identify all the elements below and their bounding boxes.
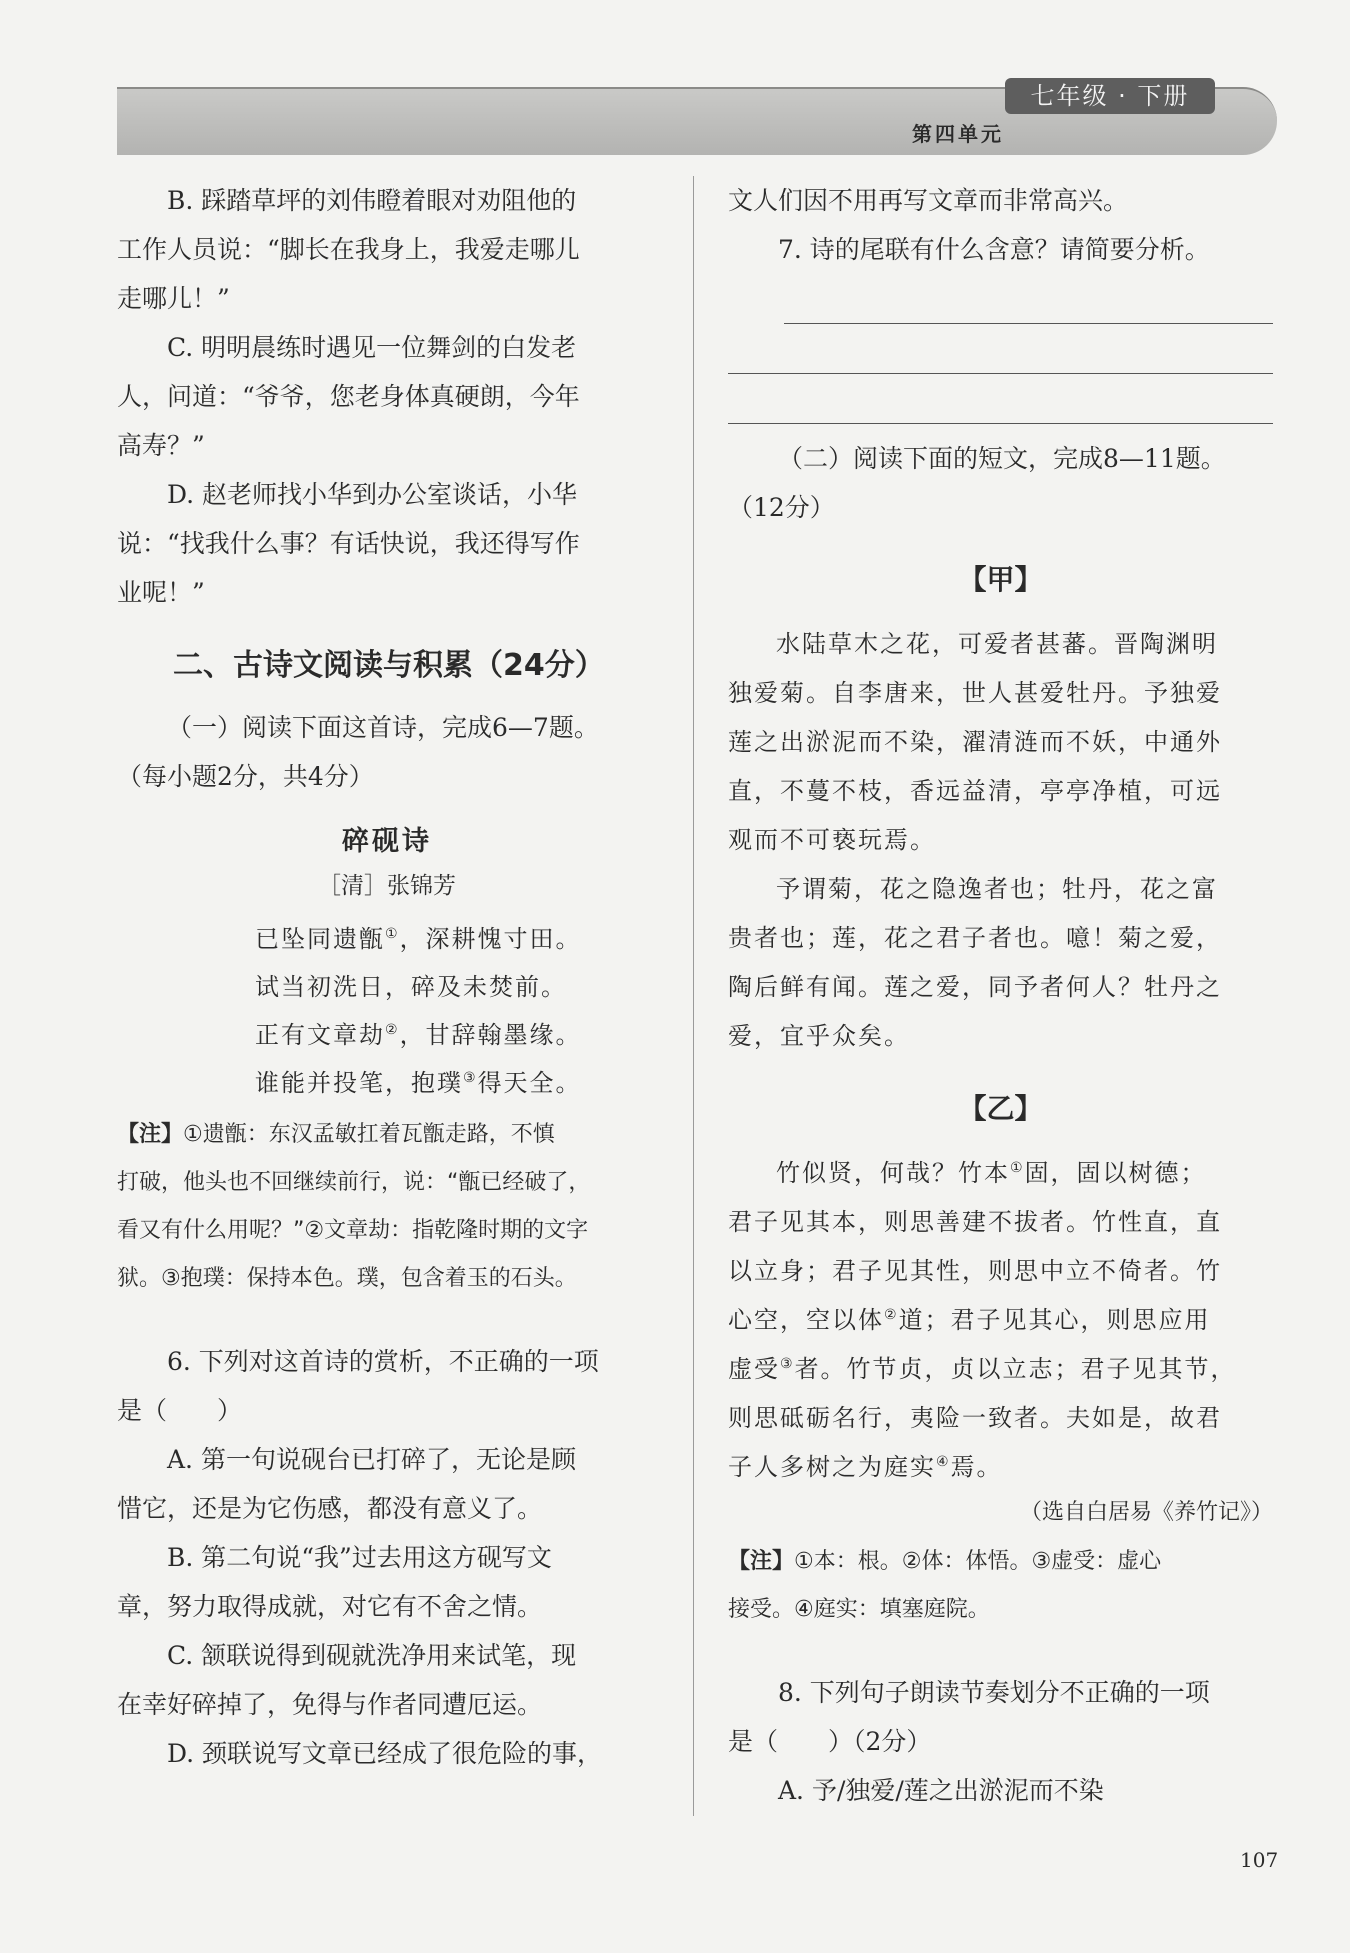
q6-option-c: C. 颔联说得到砚就洗净用来试笔，现 [167,1641,577,1670]
question-8: 8. 下列句子朗读节奏划分不正确的一项 [778,1678,1210,1707]
q6-option-a: A. 第一句说砚台已打碎了，无论是顾 [167,1445,576,1474]
poem-line: 已坠同遗甑①，深耕愧寸田。 [255,925,582,953]
option-b-line: B. 踩踏草坪的刘伟瞪着眼对劝阻他的 [167,186,577,215]
poem-title: 碎砚诗 [342,826,432,857]
q6-option-a: 惜它，还是为它伤感，都没有意义了。 [117,1494,543,1523]
poem-line: 试当初洗日，碎及未焚前。 [255,973,567,1001]
poem-line: 正有文章劫②，甘辞翰墨缘。 [255,1021,582,1049]
question-6: 是（ ） [117,1396,243,1425]
passage-jia: 水陆草木之花，可爱者甚蕃。晋陶渊明 独爱菊。自李唐来，世人甚爱牡丹。予独爱 莲之出淤泥而不染，濯清涟而不妖，中通外 直，不蔓不枝，香远益清，亭亭净植，可远 观而不可亵玩焉。 予谓菊，花之隐逸者也；牡丹，花之富 贵者也；莲，花之君子者也。噫！菊之爱， 陶后鲜有闻。莲之爱，同予者何人？牡丹之 爱，宜乎众矣。 [728,630,1222,1050]
passage-yi: 竹似贤，何哉？竹本①固，固以树德； 君子见其本，则思善建不拔者。竹性直，直 以立身；君子见其性，则思中立不倚者。竹 心空，空以体②道；君子见其心，则思应用 虚受③者。竹节贞，贞以立志；君子见其节， 则思砥砺名行，夷险一致者。夫如是，故君 子人多树之为庭实④焉。 [728,1159,1237,1481]
poem-line: 谁能并投笔，抱璞③得天全。 [255,1069,582,1097]
unit-label: 第四单元 [912,122,1004,146]
q8-option-a: A. 予/独爱/莲之出淤泥而不染 [778,1776,1104,1805]
q6-option-d: D. 颈联说写文章已经成了很危险的事， [167,1739,603,1768]
option-b-line: 走哪儿！” [117,284,230,313]
option-d-line: D. 赵老师找小华到办公室谈话，小华 [167,480,578,509]
part-one-instruction: （一）阅读下面这首诗，完成6—7题。 [167,713,599,742]
option-d-line: 业呢！” [117,578,205,607]
left-column [117,176,657,1778]
passage-yi-heading: 【乙】 [958,1092,1043,1125]
question-7: 7. 诗的尾联有什么含意？请简要分析。 [778,235,1210,264]
section-title: 二、古诗文阅读与积累（24分） [173,648,605,683]
column-divider [693,176,694,1816]
poem-notes: 【注】①遗甑：东汉孟敏扛着瓦甑走路，不慎 打破，他头也不回继续前行，说：“甑已经破了， 看又有什么用呢？”②文章劫：指乾隆时期的文字 狱。③抱璞：保持本色。璞，包含着玉的石头。 [117,1122,591,1291]
note-tag: 【注】 [117,1122,184,1147]
poem-author: ［清］张锦芳 [318,873,456,899]
option-c-line: C. 明明晨练时遇见一位舞剑的白发老 [167,333,577,362]
right-column [728,176,1273,1815]
q6-option-d: 文人们因不用再写文章而非常高兴。 [728,186,1129,215]
option-b-line: 工作人员说：“脚长在我身上，我爱走哪儿 [117,235,580,264]
note-tag: 【注】 [728,1549,795,1574]
q6-option-b: 章，努力取得成就，对它有不舍之情。 [117,1592,543,1621]
option-c-line: 高寿？” [117,431,205,460]
q6-option-c: 在幸好碎掉了，免得与作者同遭厄运。 [117,1690,543,1719]
option-d-line: 说：“找我什么事？有话快说，我还得写作 [117,529,580,558]
option-c-line: 人，问道：“爷爷，您老身体真硬朗，今年 [117,382,580,411]
q6-option-b: B. 第二句说“我”过去用这方砚写文 [167,1543,552,1572]
answer-line[interactable] [728,324,1273,374]
grade-tab: 七年级 · 下册 [1005,78,1215,114]
page-number: 107 [1240,1848,1279,1872]
passage-jia-heading: 【甲】 [958,563,1043,596]
answer-line[interactable] [784,274,1273,324]
answer-line[interactable] [728,374,1273,424]
question-6: 6. 下列对这首诗的赏析，不正确的一项 [167,1347,599,1376]
part-two-instruction: （12分） [728,493,835,522]
part-one-instruction: （每小题2分，共4分） [117,762,374,791]
passage-source: （选自白居易《养竹记》） [1019,1500,1273,1525]
passage-notes: 【注】①本：根。②体：体悟。③虚受：虚心 接受。④庭实：填塞庭院。 [728,1549,1162,1622]
question-8: 是（ ）（2分） [728,1727,932,1756]
part-two-instruction: （二）阅读下面的短文，完成8—11题。 [778,444,1226,473]
